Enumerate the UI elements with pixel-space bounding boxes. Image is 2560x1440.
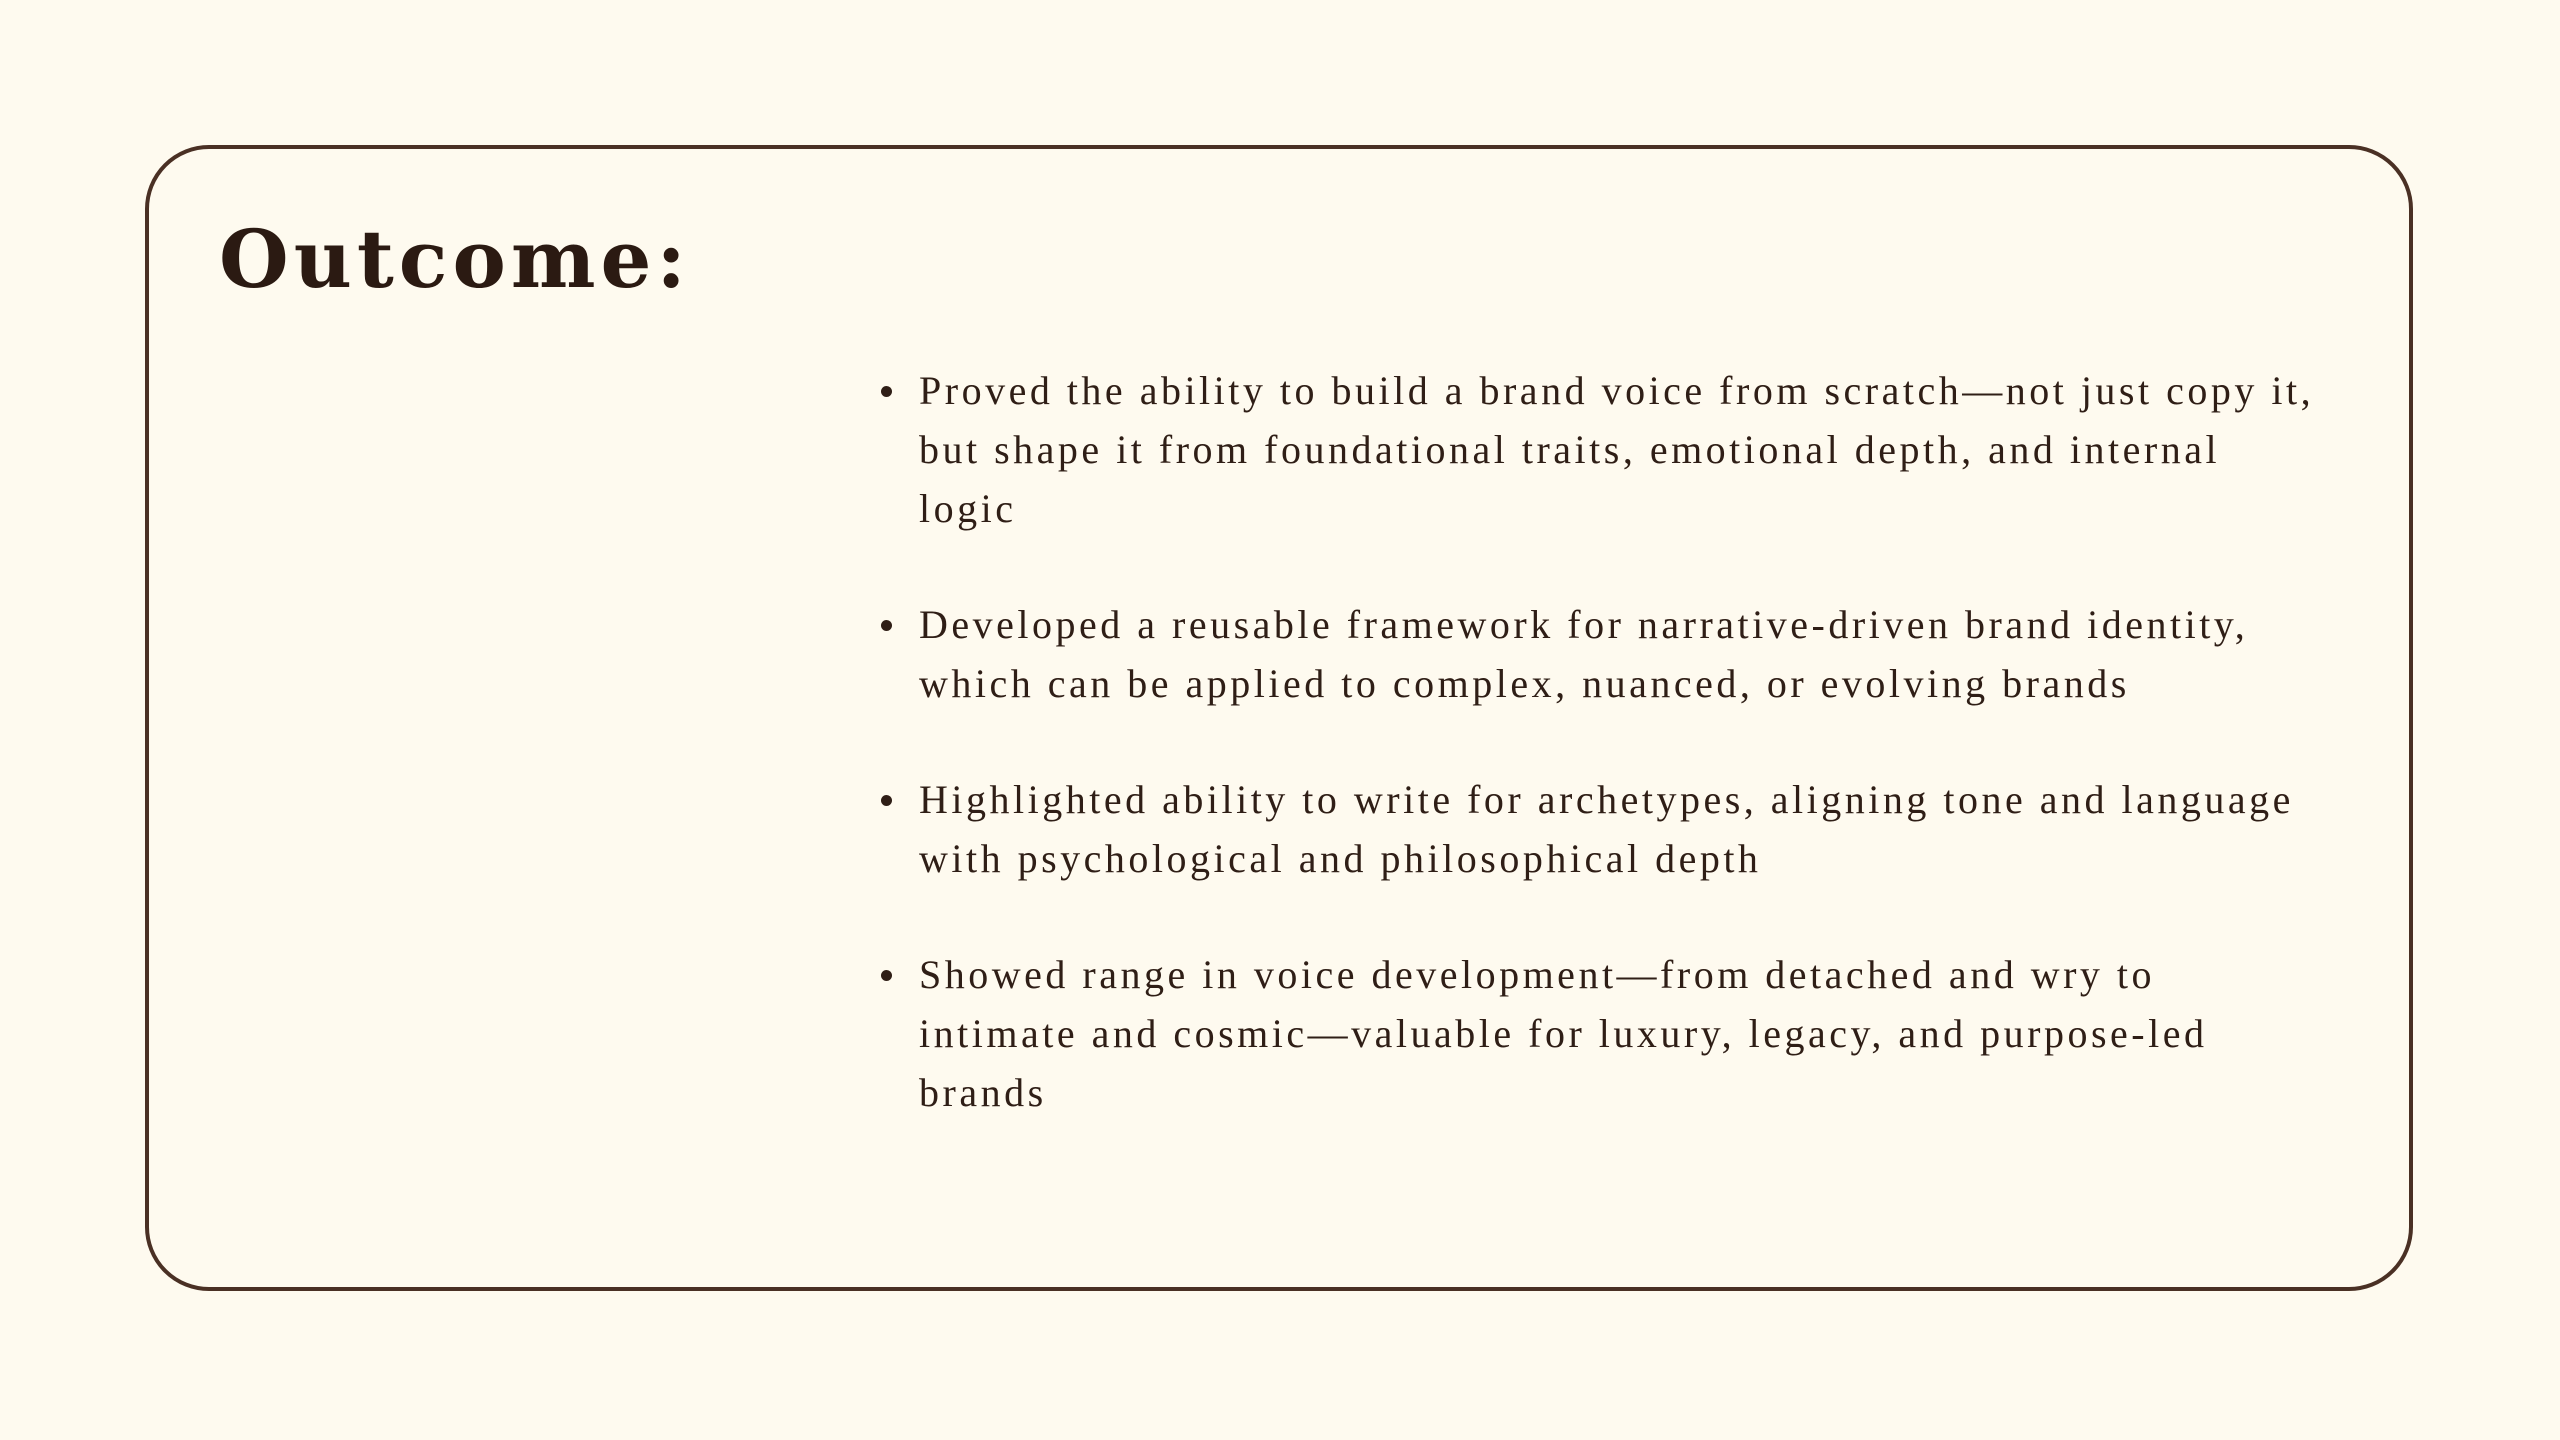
list-item-text: Highlighted ability to write for archetypes, aligning tone and language with psychological and philosophical depth — [919, 777, 2294, 881]
bullet-dot-icon — [881, 386, 892, 397]
list-item-text: Proved the ability to build a brand voice from scratch—not just copy it, but shape it from foundational traits, emotional depth, and internal logic — [919, 368, 2315, 531]
slide-title: Outcome: — [219, 212, 691, 306]
bullet-dot-icon — [881, 970, 892, 981]
list-item — [881, 770, 2321, 888]
list-item — [881, 945, 2321, 1122]
list-item-text: Showed range in voice development—from detached and wry to intimate and cosmic—valuable for luxury, legacy, and purpose-led brands — [919, 952, 2208, 1115]
list-item-text: Developed a reusable framework for narrative-driven brand identity, which can be applied to complex, nuanced, or evolving brands — [919, 602, 2249, 706]
bullet-dot-icon — [881, 620, 892, 631]
list-item — [881, 361, 2321, 538]
outcome-card — [145, 145, 2413, 1291]
list-item — [881, 595, 2321, 713]
bullet-dot-icon — [881, 795, 892, 806]
outcome-list — [881, 361, 2321, 1179]
